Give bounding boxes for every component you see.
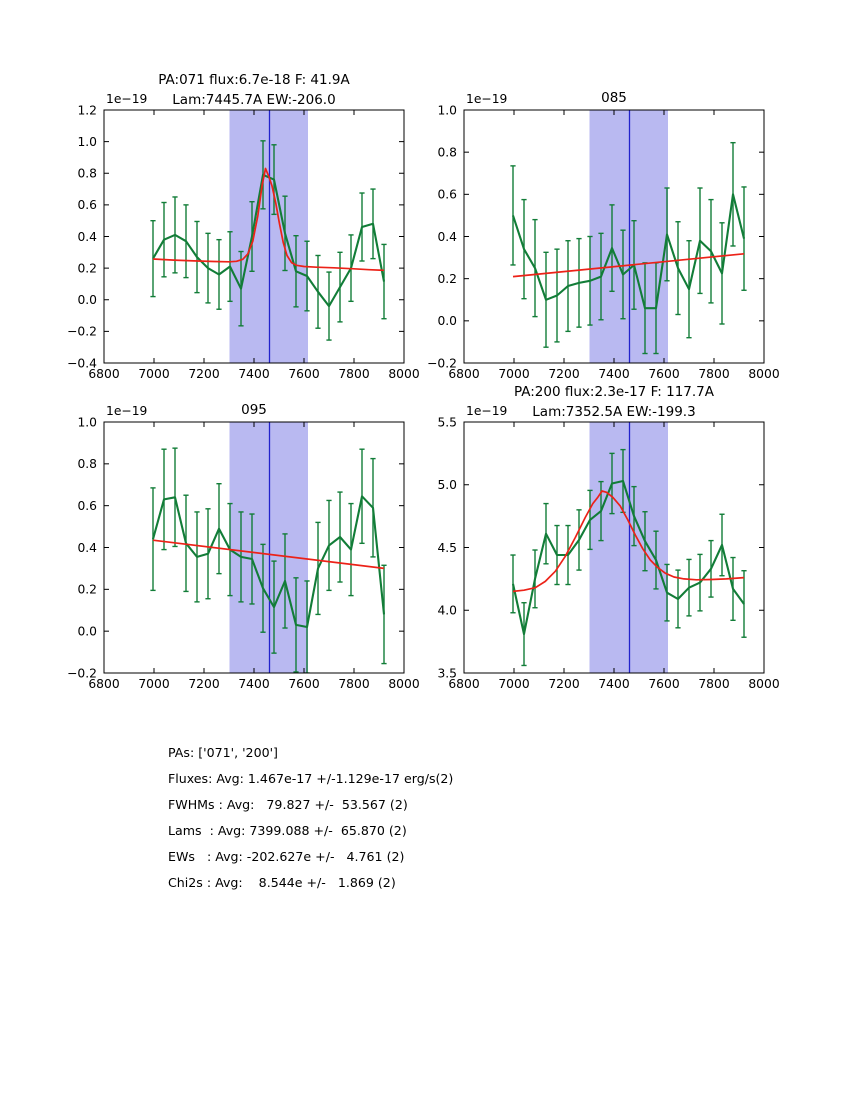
svg-text:0.6: 0.6 <box>77 498 97 513</box>
svg-text:−0.2: −0.2 <box>67 666 97 681</box>
svg-text:0.4: 0.4 <box>77 229 97 244</box>
subplot-title: PA:200 flux:2.3e-17 F: 117.7A <box>513 384 715 400</box>
svg-text:0.0: 0.0 <box>77 624 97 639</box>
svg-text:0.2: 0.2 <box>77 261 97 276</box>
subplot-title: 085 <box>601 90 627 106</box>
svg-text:0.6: 0.6 <box>77 198 97 213</box>
stats-line-chi2s: Chi2s : Avg: 8.544e +/- 1.869 (2) <box>168 875 396 890</box>
svg-text:0.0: 0.0 <box>77 293 97 308</box>
svg-text:0.6: 0.6 <box>437 187 457 202</box>
svg-text:−0.2: −0.2 <box>427 356 457 371</box>
y-tick-labels <box>67 103 97 370</box>
svg-text:0.2: 0.2 <box>77 582 97 597</box>
svg-text:1.2: 1.2 <box>77 103 97 118</box>
svg-text:7400: 7400 <box>238 677 270 691</box>
svg-text:0.8: 0.8 <box>437 145 457 160</box>
subplot-title: Lam:7445.7A EW:-206.0 <box>172 92 336 108</box>
svg-text:4.5: 4.5 <box>437 540 457 555</box>
subplot-title: Lam:7352.5A EW:-199.3 <box>532 404 696 420</box>
stats-line-lams: Lams : Avg: 7399.088 +/- 65.870 (2) <box>168 823 407 838</box>
svg-text:7200: 7200 <box>548 677 580 691</box>
subplot-pa200 <box>437 384 779 691</box>
svg-text:0.8: 0.8 <box>77 457 97 472</box>
svg-text:8000: 8000 <box>748 367 780 381</box>
svg-text:5.0: 5.0 <box>437 478 457 493</box>
svg-text:7400: 7400 <box>238 367 270 381</box>
svg-text:1.0: 1.0 <box>77 134 97 149</box>
subplot-title: 095 <box>241 402 267 418</box>
svg-text:7200: 7200 <box>548 367 580 381</box>
svg-text:7000: 7000 <box>138 367 170 381</box>
stats-block <box>168 740 453 896</box>
svg-text:4.0: 4.0 <box>437 603 457 618</box>
svg-text:6800: 6800 <box>448 367 480 381</box>
svg-text:7600: 7600 <box>288 367 320 381</box>
stats-line-fwhms: FWHMs : Avg: 79.827 +/- 53.567 (2) <box>168 797 408 812</box>
stats-line-pas: PAs: ['071', '200'] <box>168 745 278 760</box>
svg-text:1.0: 1.0 <box>437 103 457 118</box>
svg-text:1.0: 1.0 <box>77 415 97 430</box>
svg-text:7800: 7800 <box>338 367 370 381</box>
svg-text:7600: 7600 <box>648 367 680 381</box>
y-tick-labels <box>437 415 457 680</box>
svg-text:7200: 7200 <box>188 677 220 691</box>
svg-text:3.5: 3.5 <box>437 666 457 681</box>
svg-text:8000: 8000 <box>748 677 780 691</box>
axis-offset-label: 1e−19 <box>106 404 148 418</box>
y-tick-labels <box>427 103 457 370</box>
svg-text:7200: 7200 <box>188 367 220 381</box>
svg-text:5.5: 5.5 <box>437 415 457 430</box>
axis-offset-label: 1e−19 <box>106 92 148 106</box>
svg-text:7000: 7000 <box>498 677 530 691</box>
svg-text:−0.4: −0.4 <box>67 356 97 371</box>
svg-text:7000: 7000 <box>498 367 530 381</box>
x-tick-labels <box>88 677 419 691</box>
x-tick-labels <box>88 367 419 381</box>
svg-text:0.4: 0.4 <box>77 540 97 555</box>
svg-text:−0.2: −0.2 <box>67 324 97 339</box>
x-tick-labels <box>448 677 779 691</box>
svg-text:7600: 7600 <box>288 677 320 691</box>
svg-text:7800: 7800 <box>698 677 730 691</box>
svg-text:7000: 7000 <box>138 677 170 691</box>
subplot-pa071 <box>67 72 420 381</box>
axis-offset-label: 1e−19 <box>466 404 508 418</box>
svg-text:6800: 6800 <box>88 677 120 691</box>
svg-text:0.8: 0.8 <box>77 166 97 181</box>
svg-text:8000: 8000 <box>388 367 420 381</box>
svg-text:8000: 8000 <box>388 677 420 691</box>
stats-line-ews: EWs : Avg: -202.627e +/- 4.761 (2) <box>168 849 405 864</box>
svg-text:7800: 7800 <box>338 677 370 691</box>
svg-text:0.4: 0.4 <box>437 229 457 244</box>
axis-offset-label: 1e−19 <box>466 92 508 106</box>
subplot-095 <box>67 402 420 691</box>
svg-text:0.2: 0.2 <box>437 271 457 286</box>
x-tick-labels <box>448 367 779 381</box>
subplot-title: PA:071 flux:6.7e-18 F: 41.9A <box>158 72 350 88</box>
subplot-085 <box>427 90 780 381</box>
svg-text:7400: 7400 <box>598 367 630 381</box>
svg-text:7600: 7600 <box>648 677 680 691</box>
svg-text:7400: 7400 <box>598 677 630 691</box>
svg-text:7800: 7800 <box>698 367 730 381</box>
stats-line-fluxes: Fluxes: Avg: 1.467e-17 +/-1.129e-17 erg/s(2) <box>168 771 454 786</box>
y-tick-labels <box>67 415 97 680</box>
svg-text:6800: 6800 <box>448 677 480 691</box>
svg-text:6800: 6800 <box>88 367 120 381</box>
svg-text:0.0: 0.0 <box>437 314 457 329</box>
